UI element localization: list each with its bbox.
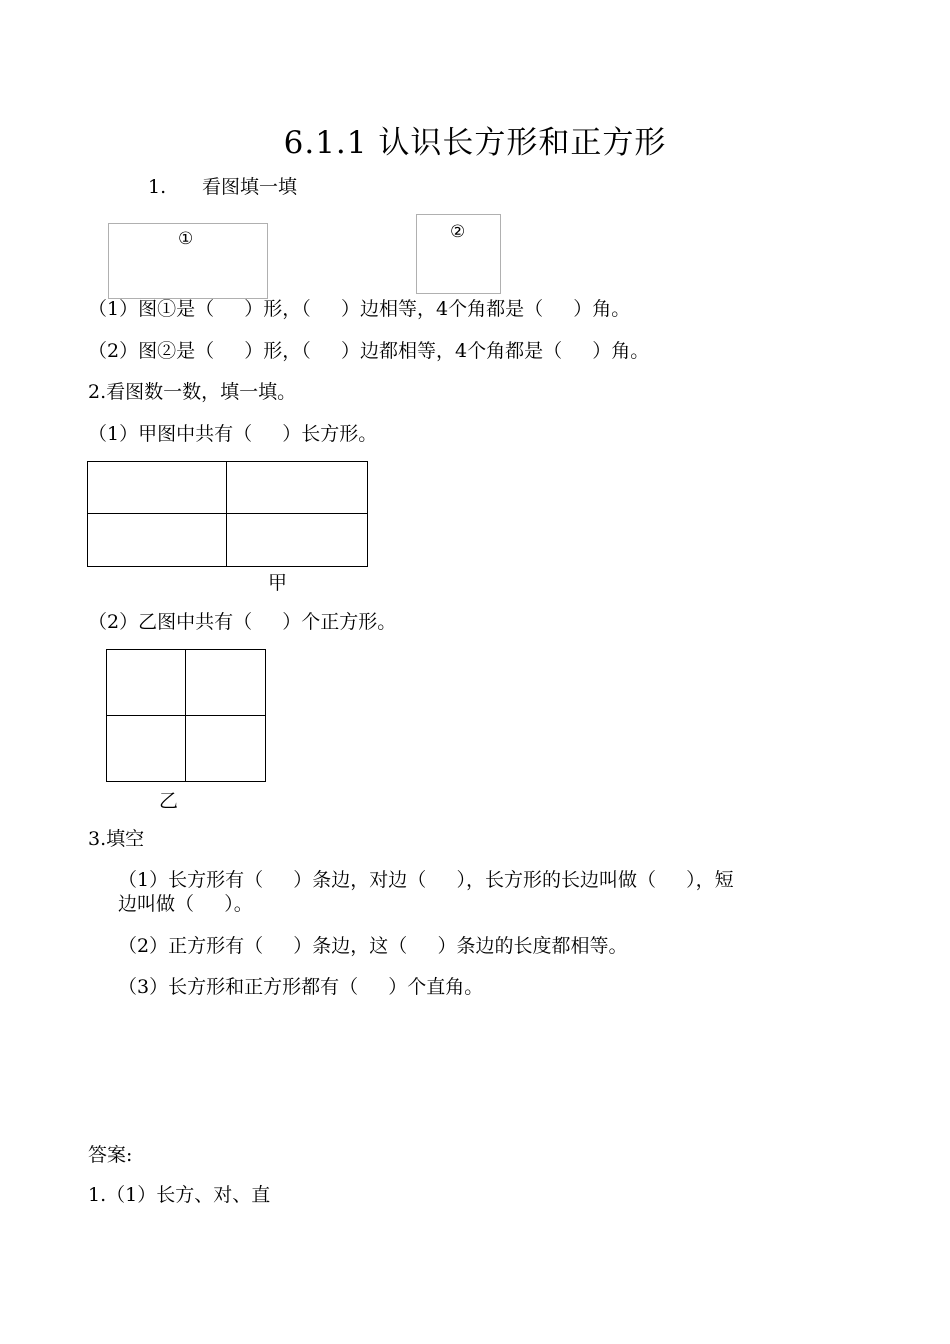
answers-heading: 答案: — [88, 1144, 133, 1166]
page-title: 6.1.1 认识长方形和正方形 — [283, 125, 667, 161]
figure-yi-caption: 乙 — [159, 790, 179, 812]
grid-figure-jia — [87, 461, 368, 567]
q2-heading: 2.看图数一数，填一填。 — [88, 381, 297, 403]
figure-1-label: ① — [178, 229, 194, 249]
q1-line-1: （1）图①是（ ）形，（ ）边相等，4个角都是（ ）角。 — [88, 298, 631, 320]
q2-line-2: （2）乙图中共有（ ）个正方形。 — [88, 611, 397, 633]
q3-line-1a: （1）长方形有（ ）条边，对边（ ），长方形的长边叫做（ ），短 — [118, 869, 734, 891]
q3-line-3: （3）长方形和正方形都有（ ）个直角。 — [118, 976, 484, 998]
q3-heading: 3.填空 — [88, 828, 145, 850]
grid-jia-vertical-divider — [226, 461, 227, 567]
answers-line-1: 1.（1）长方、对、直 — [88, 1184, 271, 1206]
q2-line-1: （1）甲图中共有（ ）长方形。 — [88, 423, 378, 445]
q1-line-2: （2）图②是（ ）形，（ ）边都相等，4个角都是（ ）角。 — [88, 340, 650, 362]
q3-line-2: （2）正方形有（ ）条边，这（ ）条边的长度都相等。 — [118, 935, 628, 957]
figure-jia-caption: 甲 — [268, 572, 288, 594]
grid-jia-horizontal-divider — [87, 513, 368, 514]
figure-2-label: ② — [450, 222, 466, 242]
q3-line-1b: 边叫做（ ）。 — [118, 893, 253, 915]
q1-number: 1. — [148, 176, 167, 198]
q1-heading: 看图填一填 — [202, 176, 298, 198]
grid-yi-horizontal-divider — [106, 715, 266, 716]
